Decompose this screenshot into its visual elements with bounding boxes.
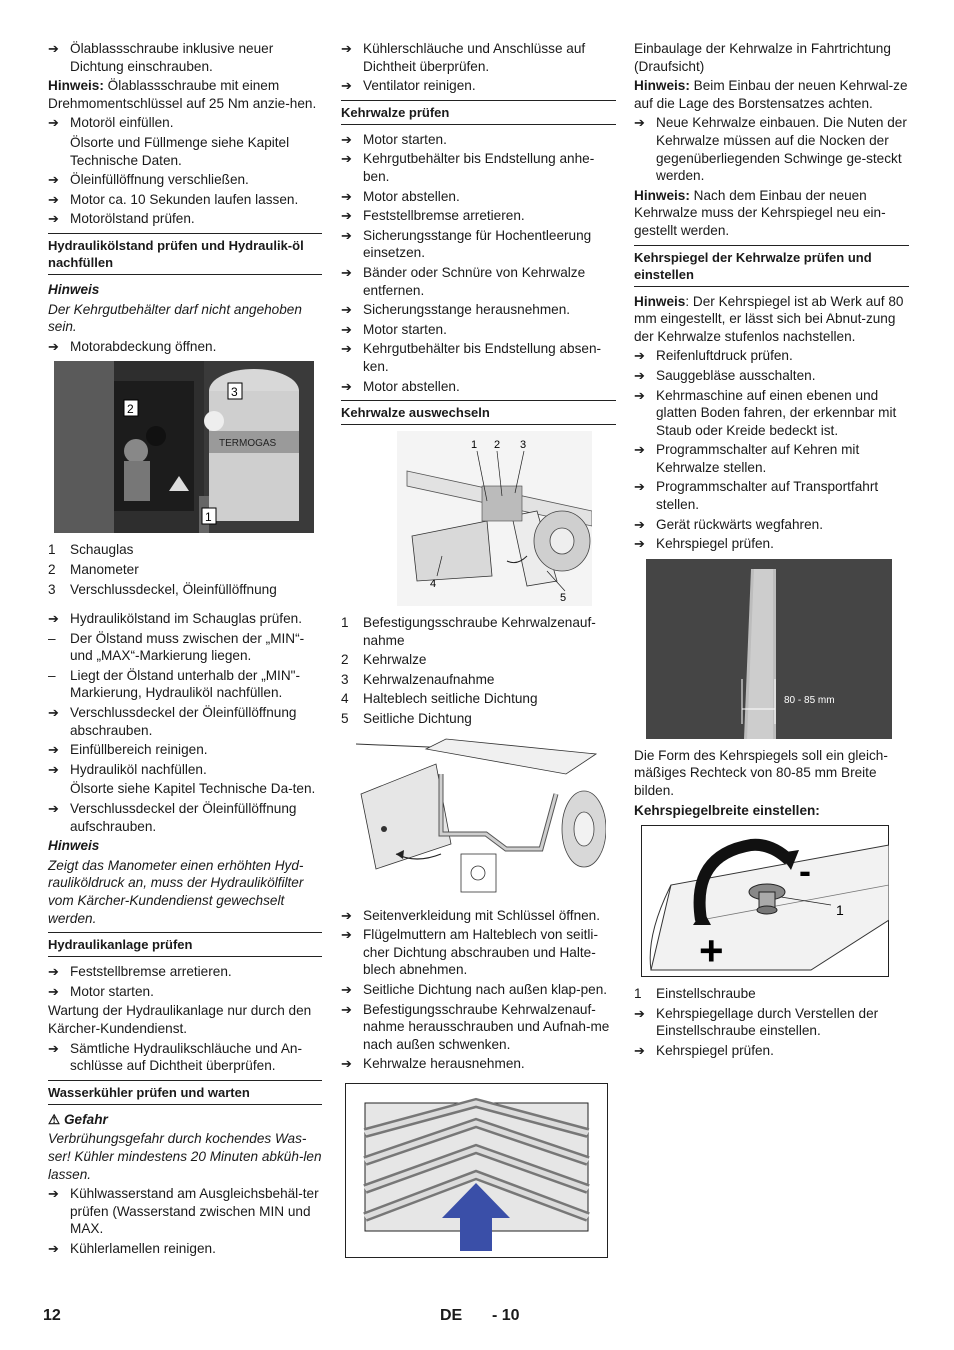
- plus-sign: +: [699, 927, 724, 975]
- instruction-step: ➔ Seitliche Dichtung nach außen klap-pen.: [341, 982, 608, 998]
- instruction-step: ➔ Kehrwalze herausnehmen.: [341, 1056, 525, 1072]
- hydraulic-tank-photo: [54, 361, 314, 533]
- note-title: Hinweis: [48, 838, 100, 854]
- callout-2: 2: [127, 402, 134, 417]
- arrow-icon: ➔: [341, 927, 352, 943]
- instruction-step: ➔ Kehrmaschine auf einen ebenen und glatten Boden fahren, der erkennbar mit Staub oder Kreide bedeckt ist.: [634, 387, 897, 438]
- column-1: [48, 40, 322, 1260]
- arrow-icon: ➔: [48, 611, 59, 627]
- instruction-step: ➔ Motor ca. 10 Sekunden laufen lassen.: [48, 191, 299, 207]
- callout-3: 3: [520, 439, 527, 452]
- arrow-icon: ➔: [634, 479, 645, 495]
- arrow-icon: ➔: [48, 191, 59, 207]
- instruction-step: ➔ Hydrauliköl nachfüllen.: [48, 761, 207, 777]
- note-title: Hinweis: [48, 281, 100, 297]
- instruction-step: ➔ Kehrspiegel prüfen.: [634, 1043, 774, 1058]
- arrow-icon: ➔: [341, 907, 352, 923]
- paragraph: Die Form des Kehrspiegels soll ein gleich-mäßiges Rechteck von 80-85 mm Breite bilden.: [634, 747, 888, 799]
- instruction-step: ➔ Verschlussdeckel der Öleinfüllöffnung aufschrauben.: [48, 801, 297, 834]
- arrow-icon: ➔: [341, 1056, 352, 1072]
- callout-2: 2: [494, 439, 501, 452]
- section-heading: Kehrspiegel der Kehrwalze prüfen und einstellen: [634, 245, 909, 287]
- arrow-icon: ➔: [48, 1040, 59, 1056]
- arrow-icon: ➔: [634, 1043, 645, 1058]
- instruction-step: ➔ Öleinfüllöffnung verschließen.: [48, 172, 249, 188]
- instruction-step: ➔ Programmschalter auf Transportfahrt stellen.: [634, 479, 879, 513]
- instruction-step: ➔ Kehrspiegellage durch Verstellen der Einstellschraube einstellen.: [634, 1005, 879, 1039]
- arrow-icon: ➔: [341, 131, 352, 147]
- callout-5: 5: [560, 592, 567, 605]
- arrow-icon: ➔: [634, 367, 645, 383]
- note-text: Der Kehrgutbehälter darf nicht angehoben sein.: [48, 301, 302, 335]
- arrow-icon: ➔: [341, 208, 352, 224]
- callout-4: 4: [430, 578, 437, 591]
- section-heading: Hydraulikölstand prüfen und Hydraulik-öl nachfüllen: [48, 233, 322, 275]
- instruction-step: ➔ Hydraulikölstand im Schauglas prüfen.: [48, 611, 302, 627]
- arrow-icon: ➔: [341, 341, 352, 357]
- brush-roller-diagram: [397, 431, 592, 606]
- arrow-icon: ➔: [48, 983, 59, 999]
- arrow-icon: ➔: [48, 801, 59, 817]
- instruction-step: ➔ Motoröl einfüllen.: [48, 115, 174, 131]
- subheading: Kehrspiegelbreite einstellen:: [634, 802, 820, 818]
- instruction-step: ➔ Ventilator reinigen.: [341, 78, 476, 94]
- callout-3: 3: [231, 385, 238, 400]
- instruction-step: ➔ Feststellbremse arretieren.: [48, 964, 232, 980]
- instruction-step: ➔ Kühlerlamellen reinigen.: [48, 1240, 216, 1256]
- arrow-icon: ➔: [48, 964, 59, 980]
- paragraph: Ölsorte siehe Kapitel Technische Da-ten.: [70, 781, 316, 797]
- arrow-icon: ➔: [48, 338, 59, 354]
- note-paragraph: Hinweis: Ölablassschraube mit einem Drehmomentschlüssel auf 25 Nm anzie-hen.: [48, 78, 317, 111]
- instruction-step: ➔ Kehrgutbehälter bis Endstellung absen-ken.: [341, 341, 602, 374]
- instruction-step: ➔ Kühlwasserstand am Ausgleichsbehäl-ter prüfen (Wasserstand zwischen MIN und MAX.: [48, 1186, 319, 1237]
- instruction-step: ➔ Reifenluftdruck prüfen.: [634, 348, 793, 364]
- section-heading: Kehrwalze auswechseln: [341, 400, 616, 425]
- arrow-icon: ➔: [634, 115, 645, 131]
- language-code: DE: [440, 1307, 463, 1324]
- arrow-icon: ➔: [634, 442, 645, 458]
- arrow-icon: ➔: [48, 1186, 59, 1202]
- minus-sign: -: [799, 850, 811, 892]
- section-heading: Wasserkühler prüfen und warten: [48, 1080, 322, 1105]
- paragraph: Einbaulage der Kehrwalze in Fahrtrichtung (Draufsicht): [634, 41, 891, 74]
- legend-item: 1 Befestigungsschraube Kehrwalzenauf-nahme: [341, 615, 596, 648]
- instruction-step: ➔ Gerät rückwärts wegfahren.: [634, 516, 823, 532]
- side-panel-diagram: [356, 734, 606, 899]
- sweep-width-label: 80 - 85 mm: [784, 694, 835, 706]
- legend-item: 1 Einstellschraube: [634, 986, 756, 1002]
- note-text: Zeigt das Manometer einen erhöhten Hyd-rauliköldruck an, muss der Hydraulikölfilter vom Kärcher-Kundendienst gewechselt werden.: [48, 857, 304, 926]
- instruction-step: ➔ Sämtliche Hydraulikschläuche und An-schlüsse auf Dichtheit überprüfen.: [48, 1040, 302, 1074]
- instruction-step: ➔ Kühlerschläuche und Anschlüsse auf Dichtheit überprüfen.: [341, 41, 586, 74]
- arrow-icon: ➔: [48, 1240, 59, 1256]
- arrow-icon: ➔: [341, 302, 352, 318]
- instruction-step: ➔ Motorölstand prüfen.: [48, 211, 195, 227]
- arrow-icon: ➔: [634, 387, 645, 403]
- instruction-step: ➔ Befestigungsschraube Kehrwalzenauf-nahme herausschrauben und Aufnah-me nach außen schwenken.: [341, 1001, 610, 1052]
- paragraph: Wartung der Hydraulikanlage nur durch den Kärcher-Kundendienst.: [48, 1003, 312, 1036]
- arrow-icon: ➔: [341, 321, 352, 337]
- arrow-icon: ➔: [634, 516, 645, 532]
- instruction-step: ➔ Programmschalter auf Kehren mit Kehrwalze stellen.: [634, 442, 860, 475]
- arrow-icon: ➔: [341, 982, 352, 998]
- instruction-step: ➔ Motor abstellen.: [341, 188, 460, 204]
- arrow-icon: ➔: [634, 348, 645, 364]
- arrow-icon: ➔: [48, 172, 59, 188]
- legend-item: 3 Verschlussdeckel, Öleinfüllöffnung: [48, 581, 277, 597]
- sweep-pattern-photo: [646, 559, 892, 739]
- arrow-icon: ➔: [341, 151, 352, 167]
- note-paragraph: Hinweis: Nach dem Einbau der neuen Kehrwalze muss der Kehrspiegel neu ein-gestellt werden.: [634, 187, 886, 238]
- instruction-step: ➔ Sicherungsstange herausnehmen.: [341, 302, 571, 318]
- arrow-icon: ➔: [341, 1001, 352, 1017]
- legend-item: 1 Schauglas: [48, 542, 134, 558]
- arrow-icon: ➔: [48, 41, 59, 56]
- sub-step: – Der Ölstand muss zwischen der „MIN“- und „MAX“-Markierung liegen.: [48, 630, 305, 664]
- arrow-icon: ➔: [48, 761, 59, 777]
- legend-item: 5 Seitliche Dichtung: [341, 711, 472, 727]
- arrow-icon: ➔: [341, 264, 352, 280]
- section-page-number: - 10: [492, 1307, 520, 1324]
- brush-orientation-diagram: [345, 1083, 608, 1258]
- instruction-step: ➔ Verschlussdeckel der Öleinfüllöffnung abschrauben.: [48, 705, 297, 738]
- instruction-step: ➔ Sicherungsstange für Hochentleerung einsetzen.: [341, 227, 592, 261]
- adjustment-screw-diagram: [641, 825, 889, 977]
- instruction-step: ➔ Bänder oder Schnüre von Kehrwalze entfernen.: [341, 264, 586, 298]
- instruction-step: ➔ Ölablassschraube inklusive neuer Dichtung einschrauben.: [48, 41, 274, 74]
- column-2: [341, 40, 616, 1266]
- page-number: 12: [43, 1307, 61, 1324]
- arrow-icon: ➔: [634, 1005, 645, 1021]
- arrow-icon: ➔: [341, 378, 352, 394]
- arrow-icon: ➔: [341, 78, 352, 94]
- instruction-step: ➔ Kehrgutbehälter bis Endstellung anhe-ben.: [341, 151, 595, 184]
- legend-item: 2 Kehrwalze: [341, 652, 427, 668]
- arrow-icon: ➔: [341, 227, 352, 243]
- instruction-step: ➔ Einfüllbereich reinigen.: [48, 742, 208, 758]
- callout-1: 1: [471, 439, 478, 452]
- column-3: [634, 40, 909, 1062]
- section-heading: Hydraulikanlage prüfen: [48, 932, 322, 957]
- note-paragraph: Hinweis: Beim Einbau der neuen Kehrwal-ze auf die Lage des Borstensatzes achten.: [634, 78, 908, 111]
- paragraph: Ölsorte und Füllmenge siehe Kapitel Technische Daten.: [70, 134, 290, 168]
- callout-1: 1: [836, 902, 844, 919]
- legend-item: 3 Kehrwalzenaufnahme: [341, 671, 495, 687]
- arrow-icon: ➔: [48, 115, 59, 131]
- sub-step: – Liegt der Ölstand unterhalb der „MIN"-Markierung, Hydrauliköl nachfüllen.: [48, 667, 300, 701]
- danger-text: Verbrühungsgefahr durch kochendes Was-ser! Kühler mindestens 20 Minuten abküh-len lassen.: [48, 1131, 322, 1182]
- warning-triangle-icon: ⚠: [48, 1111, 61, 1127]
- arrow-icon: ➔: [48, 705, 59, 721]
- arrow-icon: ➔: [341, 41, 352, 56]
- instruction-step: ➔ Sauggebläse ausschalten.: [634, 367, 816, 383]
- danger-title: ⚠ Gefahr: [48, 1111, 108, 1127]
- section-heading: Kehrwalze prüfen: [341, 100, 616, 125]
- legend-item: 4 Halteblech seitliche Dichtung: [341, 691, 538, 707]
- instruction-step: ➔ Seitenverkleidung mit Schlüssel öffnen.: [341, 907, 601, 923]
- instruction-step: ➔ Flügelmuttern am Halteblech von seitli-cher Dichtung abschrauben und Halte-blech abnehmen.: [341, 927, 598, 978]
- instruction-step: ➔ Motor abstellen.: [341, 378, 460, 394]
- arrow-icon: ➔: [634, 536, 645, 552]
- instruction-step: ➔ Motorabdeckung öffnen.: [48, 338, 217, 354]
- note-paragraph: Hinweis: Der Kehrspiegel ist ab Werk auf 80 mm eingestellt, er lässt sich bei Abnut-zung der Kehrwalze stufenlos nachstellen.: [634, 293, 904, 344]
- legend-item: 2 Manometer: [48, 561, 139, 577]
- arrow-icon: ➔: [341, 188, 352, 204]
- instruction-step: ➔ Motor starten.: [48, 983, 154, 999]
- instruction-step: ➔ Kehrspiegel prüfen.: [634, 536, 774, 552]
- arrow-icon: ➔: [48, 742, 59, 758]
- callout-1: 1: [205, 510, 212, 525]
- instruction-step: ➔ Feststellbremse arretieren.: [341, 208, 525, 224]
- instruction-step: ➔ Neue Kehrwalze einbauen. Die Nuten der Kehrwalze müssen auf die Nocken der gegenüberliegenden Schwinge ge-steckt werden.: [634, 115, 907, 184]
- instruction-step: ➔ Motor starten.: [341, 131, 447, 147]
- photo-brand-text: TERMOGAS: [219, 438, 277, 450]
- instruction-step: ➔ Motor starten.: [341, 321, 447, 337]
- arrow-icon: ➔: [48, 211, 59, 227]
